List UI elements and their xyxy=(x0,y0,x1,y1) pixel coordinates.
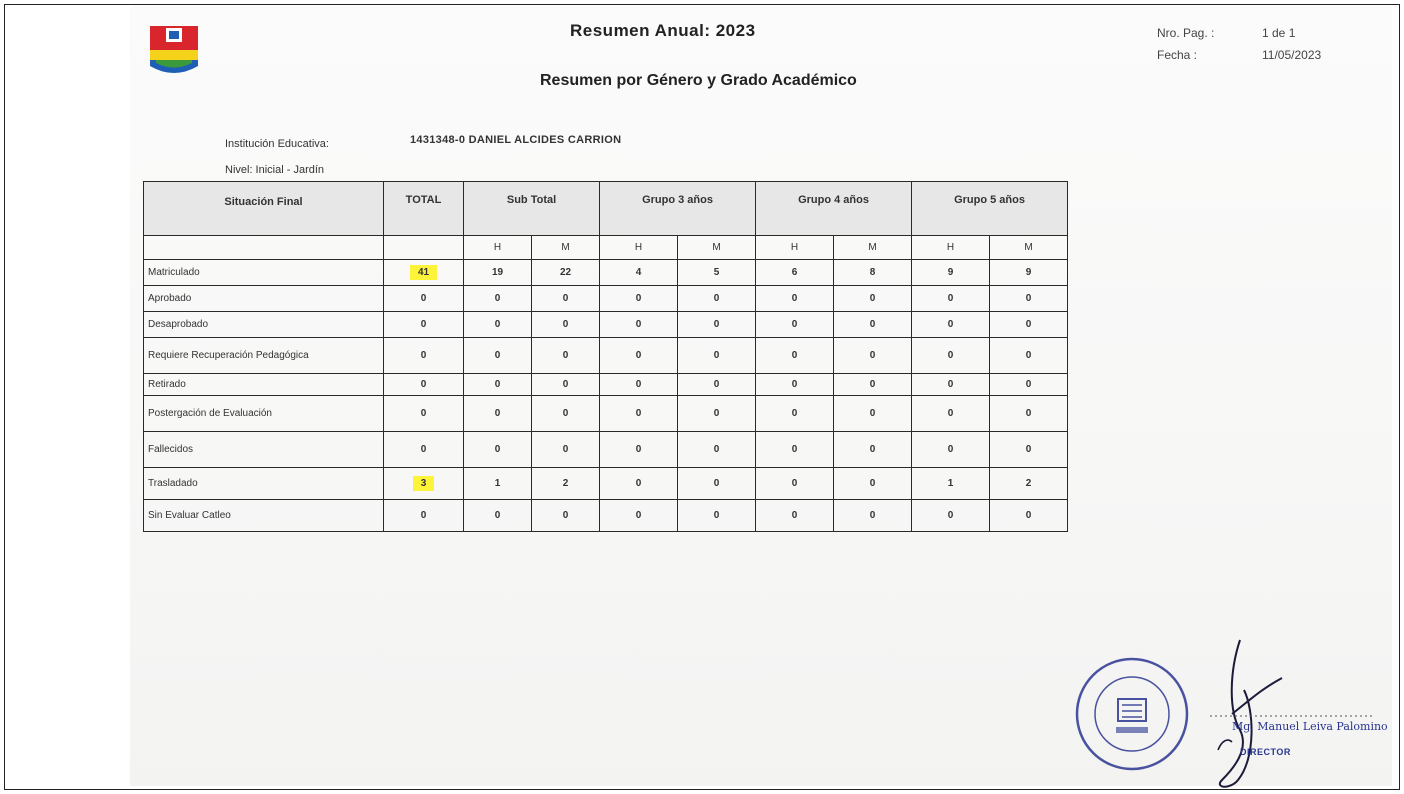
row-value: 0 xyxy=(912,432,990,468)
row-value: 9 xyxy=(990,260,1068,286)
row-value: 9 xyxy=(912,260,990,286)
row-value: 0 xyxy=(834,286,912,312)
row-value: 0 xyxy=(600,374,678,396)
row-label: Sin Evaluar Catleo xyxy=(144,500,384,532)
row-value: 0 xyxy=(678,396,756,432)
row-value: 8 xyxy=(834,260,912,286)
header-grupo-5: Grupo 5 años xyxy=(912,182,1068,236)
row-value: 0 xyxy=(912,338,990,374)
gender-label-h: H xyxy=(756,236,834,260)
row-label: Fallecidos xyxy=(144,432,384,468)
row-total xyxy=(384,338,464,374)
row-value: 0 xyxy=(600,396,678,432)
row-total-value: 0 xyxy=(420,319,427,330)
table-row xyxy=(144,338,1068,374)
row-value: 0 xyxy=(834,312,912,338)
gender-header-empty xyxy=(144,236,384,260)
row-value: 0 xyxy=(756,374,834,396)
row-value: 0 xyxy=(678,500,756,532)
row-value: 0 xyxy=(464,374,532,396)
row-value: 0 xyxy=(464,286,532,312)
gender-header-row xyxy=(144,236,1068,260)
row-value: 19 xyxy=(464,260,532,286)
row-value: 0 xyxy=(990,500,1068,532)
row-value: 1 xyxy=(464,468,532,500)
row-value: 0 xyxy=(834,432,912,468)
header-total: TOTAL xyxy=(384,182,464,236)
table-row xyxy=(144,286,1068,312)
institution-logo-icon xyxy=(150,26,198,76)
row-value: 0 xyxy=(834,396,912,432)
row-value: 0 xyxy=(756,468,834,500)
table-row xyxy=(144,396,1068,432)
row-value: 0 xyxy=(532,312,600,338)
row-value: 0 xyxy=(912,286,990,312)
row-value: 0 xyxy=(756,500,834,532)
row-total xyxy=(384,432,464,468)
row-value: 0 xyxy=(912,374,990,396)
row-value: 0 xyxy=(912,500,990,532)
report-title: Resumen Anual: 2023 xyxy=(570,21,756,40)
row-total-value: 3 xyxy=(413,476,435,491)
table-row xyxy=(144,260,1068,286)
row-value: 22 xyxy=(532,260,600,286)
row-value: 6 xyxy=(756,260,834,286)
row-label: Requiere Recuperación Pedagógica xyxy=(144,338,384,374)
row-value: 0 xyxy=(990,396,1068,432)
row-value: 0 xyxy=(756,396,834,432)
row-value: 2 xyxy=(990,468,1068,500)
row-value: 0 xyxy=(600,286,678,312)
education-level: Nivel: Inicial - Jardín xyxy=(225,164,325,176)
row-value: 5 xyxy=(678,260,756,286)
row-value: 0 xyxy=(990,432,1068,468)
director-signature xyxy=(1170,630,1380,790)
page-number-label: Nro. Pag. : xyxy=(1157,26,1215,40)
row-value: 0 xyxy=(990,374,1068,396)
date-value: 11/05/2023 xyxy=(1262,48,1322,62)
row-value: 4 xyxy=(600,260,678,286)
row-label: Trasladado xyxy=(144,468,384,500)
gender-label-m: M xyxy=(834,236,912,260)
row-value: 0 xyxy=(464,432,532,468)
row-value: 0 xyxy=(532,500,600,532)
row-value: 0 xyxy=(834,374,912,396)
row-total-value: 0 xyxy=(420,510,427,521)
row-value: 0 xyxy=(990,312,1068,338)
header-situacion-final: Situación Final xyxy=(144,182,384,236)
row-value: 0 xyxy=(532,396,600,432)
row-label: Aprobado xyxy=(144,286,384,312)
institution-label: Institución Educativa: xyxy=(225,138,329,150)
row-value: 0 xyxy=(600,468,678,500)
row-value: 0 xyxy=(990,286,1068,312)
row-total xyxy=(384,396,464,432)
table-row xyxy=(144,374,1068,396)
page-number-value: 1 de 1 xyxy=(1262,26,1296,40)
row-value: 0 xyxy=(678,312,756,338)
row-label: Retirado xyxy=(144,374,384,396)
row-value: 0 xyxy=(464,338,532,374)
row-total xyxy=(384,260,464,286)
row-total xyxy=(384,468,464,500)
row-value: 0 xyxy=(678,468,756,500)
row-total xyxy=(384,286,464,312)
table-header-row xyxy=(144,182,1068,236)
row-total xyxy=(384,312,464,338)
row-total xyxy=(384,374,464,396)
row-label: Postergación de Evaluación xyxy=(144,396,384,432)
row-value: 0 xyxy=(532,374,600,396)
row-label: Matriculado xyxy=(144,260,384,286)
table-body xyxy=(144,236,1068,532)
director-name: Mg. Manuel Leiva Palomino xyxy=(1232,720,1388,733)
row-value: 0 xyxy=(990,338,1068,374)
row-value: 2 xyxy=(532,468,600,500)
header-grupo-3: Grupo 3 años xyxy=(600,182,756,236)
row-total-value: 0 xyxy=(420,350,427,361)
row-value: 0 xyxy=(600,500,678,532)
row-value: 0 xyxy=(532,432,600,468)
row-value: 0 xyxy=(756,338,834,374)
row-value: 0 xyxy=(600,338,678,374)
row-value: 0 xyxy=(464,396,532,432)
row-value: 0 xyxy=(600,432,678,468)
table-row xyxy=(144,432,1068,468)
row-total-value: 41 xyxy=(410,265,437,280)
row-value: 0 xyxy=(834,468,912,500)
table-row xyxy=(144,312,1068,338)
header-sub-total: Sub Total xyxy=(464,182,600,236)
row-value: 0 xyxy=(912,312,990,338)
row-value: 0 xyxy=(678,286,756,312)
row-total-value: 0 xyxy=(420,379,427,390)
row-value: 1 xyxy=(912,468,990,500)
date-label: Fecha : xyxy=(1157,48,1198,62)
institution-value: 1431348-0 DANIEL ALCIDES CARRION xyxy=(410,134,622,146)
row-label: Desaprobado xyxy=(144,312,384,338)
row-value: 0 xyxy=(678,338,756,374)
row-total xyxy=(384,500,464,532)
row-value: 0 xyxy=(756,312,834,338)
row-value: 0 xyxy=(464,312,532,338)
row-value: 0 xyxy=(834,500,912,532)
table-row xyxy=(144,468,1068,500)
report-subtitle: Resumen por Género y Grado Académico xyxy=(540,72,857,89)
header-grupo-4: Grupo 4 años xyxy=(756,182,912,236)
row-value: 0 xyxy=(532,286,600,312)
gender-label-m: M xyxy=(990,236,1068,260)
gender-label-m: M xyxy=(532,236,600,260)
row-value: 0 xyxy=(912,396,990,432)
gender-label-h: H xyxy=(464,236,532,260)
gender-label-h: H xyxy=(600,236,678,260)
row-total-value: 0 xyxy=(420,293,427,304)
row-total-value: 0 xyxy=(420,408,427,419)
row-value: 0 xyxy=(756,432,834,468)
row-value: 0 xyxy=(678,374,756,396)
row-value: 0 xyxy=(600,312,678,338)
row-total-value: 0 xyxy=(420,444,427,455)
gender-header-empty xyxy=(384,236,464,260)
row-value: 0 xyxy=(678,432,756,468)
gender-label-h: H xyxy=(912,236,990,260)
row-value: 0 xyxy=(464,500,532,532)
gender-label-m: M xyxy=(678,236,756,260)
row-value: 0 xyxy=(532,338,600,374)
director-role: DIRECTOR xyxy=(1240,747,1291,757)
row-value: 0 xyxy=(834,338,912,374)
row-value: 0 xyxy=(756,286,834,312)
table-row xyxy=(144,500,1068,532)
summary-table xyxy=(143,181,1068,532)
